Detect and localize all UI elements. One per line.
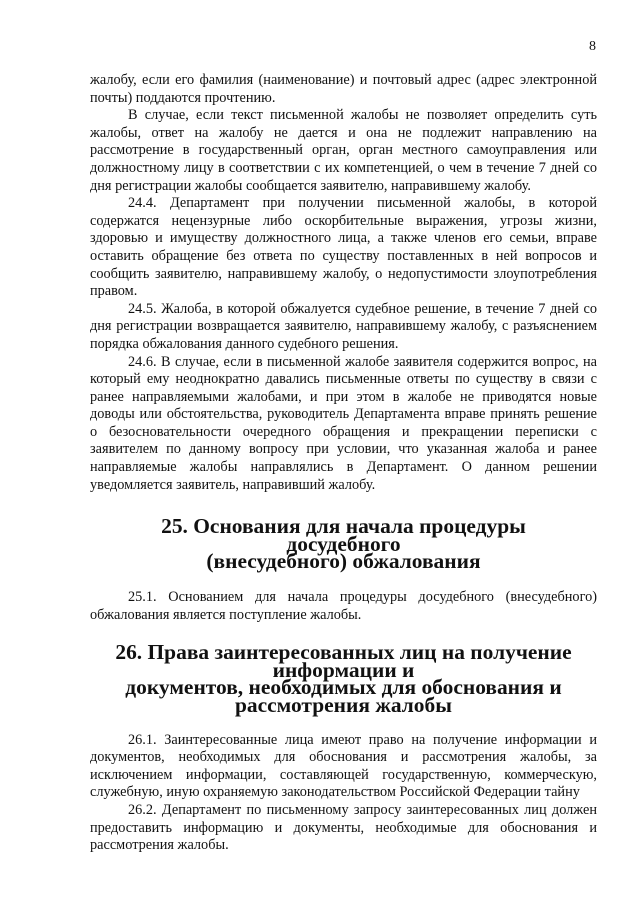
paragraph-26-1: 26.1. Заинтересованные лица имеют право на получение информации и документов, необходимых для обоснования и рассмотрения жалобы, за исключением информации, составляющей государственную, коммерческую, служебную, иную охраняемую законодательством Российской Федерации тайну <box>90 731 597 801</box>
spacer <box>90 571 597 589</box>
paragraph-24-6: 24.6. В случае, если в письменной жалобе заявителя содержится вопрос, на который ему неоднократно давались письменные ответы по существу в связи с ранее направляемыми жалобами, и при этом в жалобе не приводятся новые доводы или обстоятельства, руководитель Департамента вправе принять решение о безосновательности очередного обращения и прекращении переписки с заявителем по данному вопросу при условии, что указанная жалоба и ранее направляемые жалобы направлялись в Департамент. О данном решении уведомляется заявитель, направивший жалобу. <box>90 353 597 493</box>
paragraph-24-4: 24.4. Департамент при получении письменной жалобы, в которой содержатся нецензурные либо оскорбительные выражения, угрозы жизни, здоровью и имуществу должностного лица, а также членов его семьи, вправе оставить обращение без ответа по существу поставленных в ней вопросов и сообщить заявителю, направившему жалобу, о недопустимости злоупотребления правом. <box>90 195 597 300</box>
page-number: 8 <box>589 39 596 54</box>
paragraph-continuation: жалобу, если его фамилия (наименование) и почтовый адрес (адрес электронной почты) поддаются прочтению. <box>90 72 597 106</box>
section-26-heading-line-1: 26. Права заинтересованных лиц на получение информации и <box>115 640 572 682</box>
section-25-heading-line-1: 25. Основания для начала процедуры досудебного <box>161 514 526 556</box>
paragraph-unreadable-complaint: В случае, если текст письменной жалобы не позволяет определить суть жалобы, ответ на жалобу не дается и она не подлежит направлению на рассмотрение в государственный орган, орган местного самоуправления или должностному лицу в соответствии с их компетенцией, о чем в течение 7 дней со дня регистрации жалобы сообщается заявителю, направившему жалобу. <box>90 107 597 194</box>
document-body <box>90 72 597 855</box>
paragraph-25-1: 25.1. Основанием для начала процедуры досудебного (внесудебного) обжалования является поступление жалобы. <box>90 589 597 623</box>
section-25-heading-line-2: (внесудебного) обжалования <box>206 549 481 574</box>
paragraph-24-5: 24.5. Жалоба, в которой обжалуется судебное решение, в течение 7 дней со дня регистрации возвращается заявителю, направившему жалобу, с разъяснением порядка обжалования данного судебного решения. <box>90 300 597 352</box>
section-26-heading <box>90 640 597 717</box>
section-26-heading-line-2: документов, необходимых для обоснования и рассмотрения жалобы <box>125 675 562 717</box>
paragraph-26-2: 26.2. Департамент по письменному запросу заинтересованных лиц должен предоставить информацию и документы, необходимые для обоснования и рассмотрения жалобы. <box>90 801 597 854</box>
section-25-heading <box>90 514 597 574</box>
spacer <box>90 715 597 732</box>
